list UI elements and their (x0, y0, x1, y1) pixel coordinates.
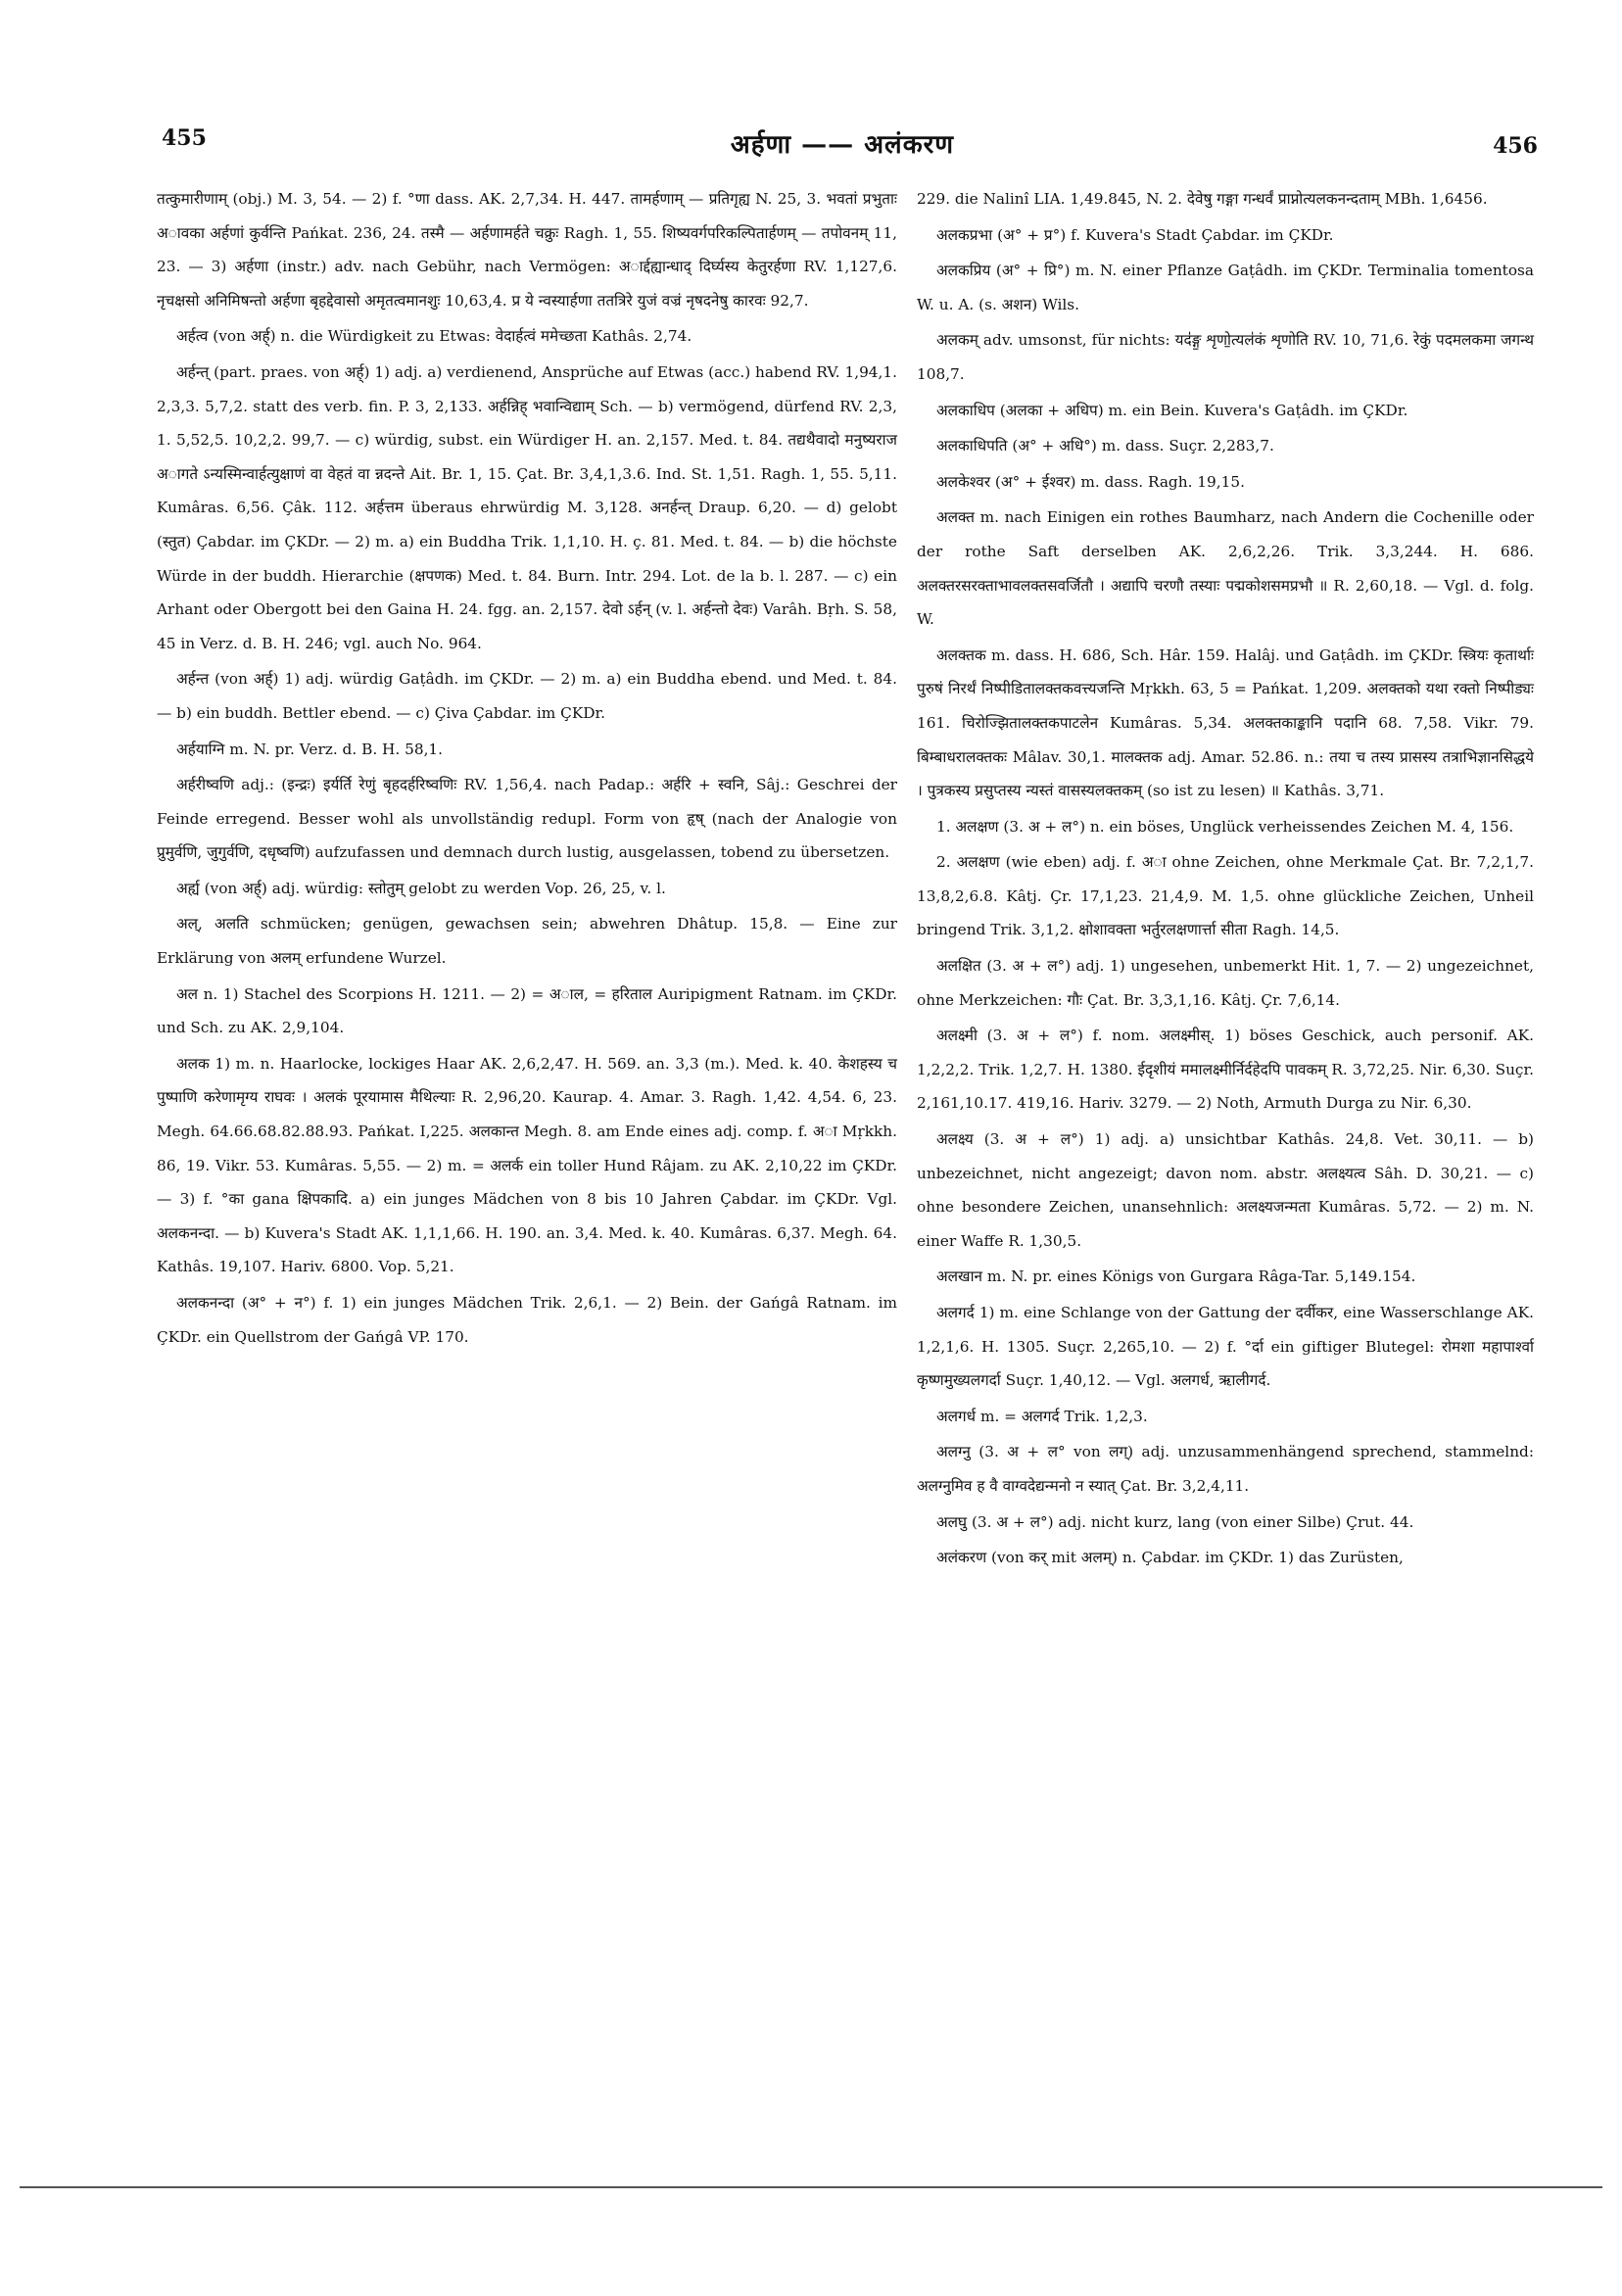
dictionary-entry: अलक्षित (3. अ + ल°) adj. 1) ungesehen, unbemerkt Hit. 1, 7. — 2) ungezeichnet, ohne Merkzeichen: गौः Çat. Br. 3,3,1,16. Kâtj. Çr. 7,6,14. (917, 957, 1534, 1009)
right-page-number: 456 (1493, 133, 1538, 159)
dictionary-entry: अर्हन्त (von अर्ह्) 1) adj. würdig Gaṭâdh. im ÇKDr. — 2) m. a) ein Buddha ebend. und Med. t. 84. — b) ein buddh. Bettler ebend. — c) Çiva Çabdar. im ÇKDr. (157, 670, 897, 722)
dictionary-entry: अलक 1) m. n. Haarlocke, lockiges Haar AK. 2,6,2,47. H. 569. an. 3,3 (m.). Med. k. 40. केशहस्य च पुष्पाणि करेणामृग्य राघवः । अलकं पूरयामास मैथिल्याः R. 2,96,20. Kaurap. 4. Amar. 3. Ragh. 1,42. 4,54. 6, 23. Megh. 64.66.68.82.88.93. Pańkat. I,225. अलकान्त Megh. 8. am Ende eines adj. comp. f. अा Mṛkkh. 86, 19. Vikr. 53. Kumâras. 5,55. — 2) m. = अलर्क ein toller Hund Râjam. zu AK. 2,10,22 im ÇKDr. — 3) f. °का gana क्षिपकादि. a) ein junges Mädchen von 8 bis 10 Jahren Çabdar. im ÇKDr. Vgl. अलकनन्दा. — b) Kuvera's Stadt AK. 1,1,1,66. H. 190. an. 3,4. Med. k. 40. Kumâras. 6,37. Megh. 64. Kathâs. 19,107. Hariv. 6800. Vop. 5,21. (157, 1054, 897, 1276)
page-header (157, 125, 1538, 165)
dictionary-entry: 2. अलक्षण (wie eben) adj. f. अा ohne Zeichen, ohne Merkmale Çat. Br. 7,2,1,7. 13,8,2,6.8. Kâtj. Çr. 17,1,23. 21,4,9. M. 1,5. ohne glückliche Zeichen, Unheil bringend Trik. 3,1,2. क्षोशावक्ता भर्तुरलक्षणार्त्ता सीता Ragh. 14,5. (917, 853, 1534, 939)
dictionary-entry: अर्हरीष्वणि adj.: (इन्द्रः) इर्यर्ति रेणुं बृहदर्हरिष्वणिः RV. 1,56,4. nach Padap.: अर्हरि + स्वनि, Sâj.: Geschrei der Feinde erregend. Besser wohl als unvollständig redupl. Form von हृष् (nach der Analogie von प्रुमुर्वणि, जुगुर्वणि, दधृष्वणि) aufzufassen und demnach durch lustig, ausgelassen, tobend zu übersetzen. (157, 776, 897, 862)
left-page-number: 455 (162, 125, 207, 151)
dictionary-entry: अलगर्ध m. = अलगर्द Trik. 1,2,3. (936, 1407, 1148, 1425)
right-column (917, 182, 1534, 1577)
dictionary-entry: अलकम् adv. umsonst, für nichts: यद॑ङ्ग॒ शृणो॒त्यल॑कं शृणोति RV. 10, 71,6. रेकुं पदमलकमा जगन्थ 108,7. (917, 331, 1534, 383)
dictionary-entry: अलकप्रिय (अ° + प्रि°) m. N. einer Pflanze Gaṭâdh. im ÇKDr. Terminalia tomentosa W. u. A. (s. अशन) Wils. (917, 262, 1534, 313)
dictionary-entry: अलक्ष्मी (3. अ + ल°) f. nom. अलक्ष्मीस्. 1) böses Geschick, auch personif. AK. 1,2,2,2. Trik. 1,2,7. H. 1380. ईदृशीयं ममालक्ष्मीर्निर्दहेदपि पावकम् R. 3,72,25. Nir. 6,30. Suçr. 2,161,10.17. 419,16. Hariv. 3279. — 2) Noth, Armuth Durga zu Nir. 6,30. (917, 1027, 1534, 1113)
dictionary-entry: अलकाधिपति (अ° + अधि°) m. dass. Suçr. 2,283,7. (936, 437, 1274, 455)
dictionary-entry: अलकप्रभा (अ° + प्र°) f. Kuvera's Stadt Çabdar. im ÇKDr. (936, 225, 1334, 244)
dictionary-entry: अलकेश्वर (अ° + ईश्वर) m. dass. Ragh. 19,15. (936, 472, 1245, 491)
dictionary-entry: अलकाधिप (अलका + अधिप) m. ein Bein. Kuvera's Gaṭâdh. im ÇKDr. (936, 401, 1408, 419)
dictionary-entry: 229. die Nalinî LIA. 1,49.845, N. 2. देवेषु गङ्गा गन्धर्वं प्राप्नोत्यलकनन्दताम् MBh. 1,6456. (917, 190, 1488, 208)
dictionary-entry: अलगर्द 1) m. eine Schlange von der Gattung der दर्वीकर, eine Wasserschlange AK. 1,2,1,6. H. 1305. Suçr. 2,265,10. — 2) f. °र्दा ein giftiger Blutegel: रोमशा महापार्श्वा कृष्णमुख्यलगर्दा Suçr. 1,40,12. — Vgl. अलगर्ध, ऋालीगर्द. (917, 1304, 1534, 1390)
dictionary-entry: अलक्त m. nach Einigen ein rothes Baumharz, nach Andern die Cochenille oder der rothe Saft derselben AK. 2,6,2,26. Trik. 3,3,244. H. 686. अलक्तरसरक्ताभावलक्तसवर्जितौ । अद्यापि चरणौ तस्याः पद्मकोशसमप्रभौ ॥ R. 2,60,18. — Vgl. d. folg. W. (917, 508, 1534, 629)
dictionary-entry: अर्हन्त् (part. praes. von अर्ह्) 1) adj. a) verdienend, Ansprüche auf Etwas (acc.) habend RV. 1,94,1. 2,3,3. 5,7,2. statt des verb. fin. P. 3, 2,133. अर्हन्निह् भवान्विद्याम् Sch. — b) vermögend, dürfend RV. 2,3, 1. 5,52,5. 10,2,2. 99,7. — c) würdig, subst. ein Würdiger H. an. 2,157. Med. t. 84. तद्यथैवादो मनुष्यराज अागते ऽन्यस्मिन्वार्हत्युक्षाणं वा वेहतं वा न्नदन्ते Ait. Br. 1, 15. Çat. Br. 3,4,1,3.6. Ind. St. 1,51. Ragh. 1, 55. 5,11. Kumâras. 6,56. Çâk. 112. अर्हत्तम überaus ehrwürdig M. 3,128. अनर्हन्त् Draup. 6,20. — d) gelobt (स्तुत) Çabdar. im ÇKDr. — 2) m. a) ein Buddha Trik. 1,1,10. H. ç. 81. Med. t. 84. — b) die höchste Würde in der buddh. Hierarchie (क्षपणक) Med. t. 84. Burn. Intr. 294. Lot. de la b. l. 287. — c) ein Arhant oder Obergott bei den Gaina H. 24. fgg. an. 2,157. देवो ऽर्हन् (v. l. अर्हन्तो देवः) Varâh. Bṛh. S. 58, 45 in Verz. d. B. H. 246; vgl. auch No. 964. (157, 362, 897, 652)
dictionary-entry: अलकनन्दा (अ° + न°) f. 1) ein junges Mädchen Trik. 2,6,1. — 2) Bein. der Gańgâ Ratnam. im ÇKDr. ein Quellstrom der Gańgâ VP. 170. (157, 1294, 897, 1346)
running-title: अर्हणा —— अलंकरण (730, 130, 955, 160)
dictionary-entry: अर्हत्व (von अर्ह्) n. die Würdigkeit zu Etwas: वेदार्हत्वं ममेच्छता Kathâs. 2,74. (176, 327, 692, 346)
dictionary-entry: 1. अलक्षण (3. अ + ल°) n. ein böses, Unglück verheissendes Zeichen M. 4, 156. (936, 817, 1514, 836)
dictionary-entry: अलंकरण (von कर् mit अलम्) n. Çabdar. im ÇKDr. 1) das Zurüsten, (936, 1549, 1404, 1567)
dictionary-entry: अल n. 1) Stachel des Scorpions H. 1211. — 2) = अाल, = हरिताल Auripigment Ratnam. im ÇKDr. und Sch. zu AK. 2,9,104. (157, 984, 897, 1037)
dictionary-entry: अल्, अलति schmücken; genügen, gewachsen sein; abwehren Dhâtup. 15,8. — Eine zur Erklärung von अलम् erfundene Wurzel. (157, 915, 897, 968)
dictionary-entry: अलक्ष्य (3. अ + ल°) 1) adj. a) unsichtbar Kathâs. 24,8. Vet. 30,11. — b) unbezeichnet, nicht angezeigt; davon nom. abstr. अलक्ष्यत्व Sâh. D. 30,21. — c) ohne besondere Zeichen, unansehnlich: अलक्ष्यजन्मता Kumâras. 5,72. — 2) m. N. einer Waffe R. 1,30,5. (917, 1130, 1534, 1250)
dictionary-entry: अलघु (3. अ + ल°) adj. nicht kurz, lang (von einer Silbe) Çrut. 44. (936, 1512, 1414, 1531)
dictionary-entry: अलक्तक m. dass. H. 686, Sch. Hâr. 159. Halâj. und Gaṭâdh. im ÇKDr. स्त्रियः कृतार्थाः पुरुषं निरर्थं निष्पीडितालक्तकवत्त्यजन्ति Mṛkkh. 63, 5 = Pańkat. 1,209. अलक्तको यथा रक्तो निष्पीड्यः 161. चिरोज्झितालक्तकपाटलेन Kumâras. 5,34. अलक्तकाङ्कानि पदानि 68. 7,58. Vikr. 79. बिम्बाधरालक्तकः Mâlav. 30,1. मालक्तक adj. Amar. 52.86. n.: तया च तस्य प्रासस्य तत्राभिज्ञानसिद्धये । पुत्रकस्य प्रसुप्तस्य न्यस्तं वासस्यलक्तकम् (so ist zu lesen) ॥ Kathâs. 3,71. (917, 646, 1534, 800)
dictionary-entry: तत्कुमारीणाम् (obj.) M. 3, 54. — 2) f. °णा dass. AK. 2,7,34. H. 447. तामर्हणाम् — प्रतिगृह्य N. 25, 3. भवतां प्रभुताः अावका अर्हणां कुर्वन्ति Pańkat. 236, 24. तस्मै — अर्हणामर्हते चक्रुः Ragh. 1, 55. शिष्यवर्गपरिकल्पितार्हणम् — तपोवनम् 11, 23. — 3) अर्हणा (instr.) adv. nach Gebühr, nach Vermögen: अार्द्दह्यान्धाद् दिर्घ्यस्य केतुरर्हणा RV. 1,127,6. नृचक्षसो अनिमिषन्तो अर्हणा बृहद्देवासो अमृतत्वमानशुः 10,63,4. प्र ये न्वस्यार्हणा ततत्रिरे युजं वज्रं नृषदनेषु कारवः 92,7. (157, 190, 897, 310)
dictionary-entry: अलखान m. N. pr. eines Königs von Gurgara Râga-Tar. 5,149.154. (936, 1268, 1416, 1286)
dictionary-entry: अर्हयाग्नि m. N. pr. Verz. d. B. H. 58,1. (176, 740, 444, 758)
dictionary-entry: अर्ह्य (von अर्ह्) adj. würdig: स्तोतुम् gelobt zu werden Vop. 26, 25, v. l. (176, 879, 666, 897)
left-column (157, 182, 897, 1356)
dictionary-entry: अलग्नु (3. अ + ल° von लग्) adj. unzusammenhängend sprechend, stammelnd: अलग्नुमिव ह वै वाग्वदेद्यन्मनो न स्यात् Çat. Br. 3,2,4,11. (917, 1443, 1534, 1495)
bottom-rule (20, 2186, 1602, 2188)
